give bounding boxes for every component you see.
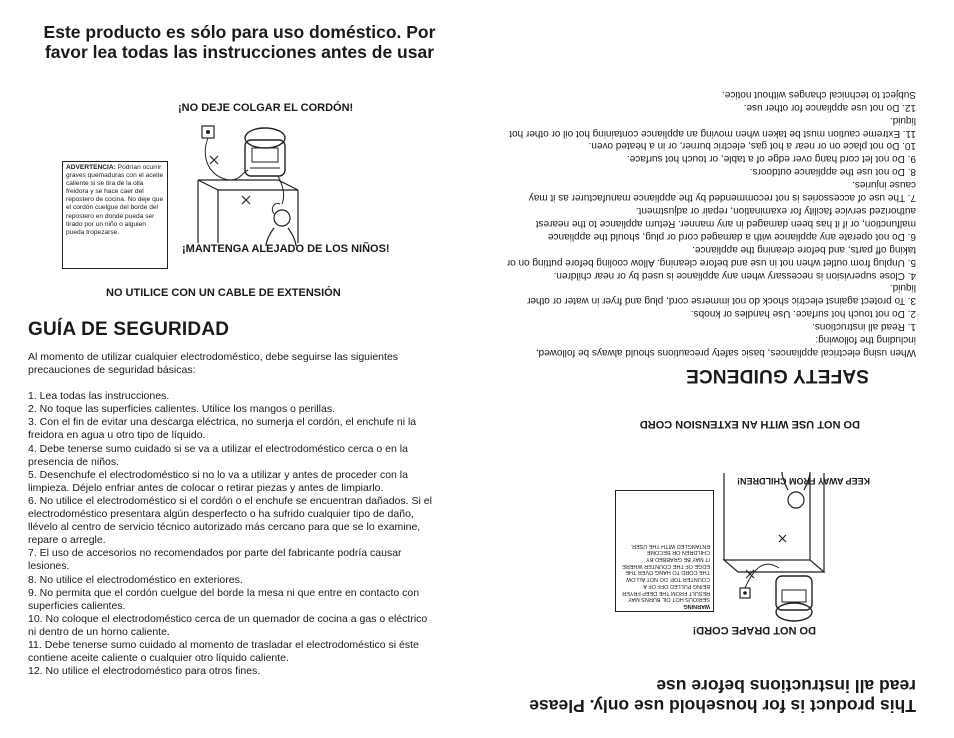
- instruction-item: 11. Debe tenerse sumo cuidado al momento de trasladar el electrodoméstico si éste contiene aceite caliente o cualquier otro líquido caliente.: [28, 638, 419, 665]
- instruction-item: 4. Close supervision is necessary when any appliance is used by or near children.: [553, 269, 916, 281]
- no-drape-cord-label: DO NOT DRAPE CORD!: [692, 624, 816, 636]
- keep-away-children-label: KEEP AWAY FROM CHILDREN!: [736, 476, 870, 486]
- no-extension-cord-label: DO NOT USE WITH AN EXTENSION CORD: [639, 418, 860, 430]
- english-title: This product is for household use only. Please read all instructions before use: [529, 676, 916, 716]
- instruction-item: 8. Do not use the appliance outdoors.: [749, 166, 916, 178]
- instruction-item: 9. Do not let cord hang over edge of a table, or touch hot surface.: [626, 153, 916, 165]
- warning-label: ADVERTENCIA:: [66, 164, 116, 171]
- instruction-item: 3. Con el fin de evitar una descarga eléctrica, no sumerja el cordón, el enchufe ni la freidora en agua u otro tipo de líquido.: [28, 416, 417, 442]
- fryer-hazard-illustration: [714, 468, 834, 638]
- safety-guide-heading: GUÍA DE SEGURIDAD: [28, 319, 230, 340]
- instruction-item: 6. Do not operate any appliance with a damaged cord or plug, should the appliance malfunction, or if it has been damaged in any manner. Return appliance to the nearest authorized service facility for examination, repair or adjustment.: [535, 205, 916, 242]
- warning-box: [62, 161, 168, 269]
- warning-box: [615, 490, 714, 612]
- instruction-item: 4. Debe tenerse sumo cuidado si se va a utilizar el electrodoméstico cerca o en la presencia de niños.: [28, 442, 408, 468]
- footer-note: Subject to technical changes without notice.: [721, 88, 916, 100]
- warning-label: WARNING: [683, 603, 710, 609]
- warning-text: Podrían ocurrir graves quemaduras con el aceite caliente si se tira de la olla freidora y se hace caer del repostero de cocina. No deje que el cordón cuelgue del borde del repostero en donde pueda ser tirado por un niño o alguien pueda tropezarse.: [66, 164, 164, 236]
- warning-text: SERIOUS HOT OIL BURNS MAY RESULT FROM THE DEEP FRYER BEING PULLED OFF OF A COUNTER TOP. DO NOT ALLOW THE CORD TO HANG OVER THE EDGE OF THE COUNTER WHERE IT MAY BE GRABBED BY CHILDREN OR BECOME ENTANGLED WITH THE USER.: [622, 542, 710, 603]
- no-hang-cord-label: ¡NO DEJE COLGAR EL CORDÓN!: [178, 102, 354, 114]
- spanish-title: Este producto es sólo para uso doméstico. Por favor lea todas las instrucciones antes de usar: [43, 22, 436, 62]
- instruction-item: 10. No coloque el electrodoméstico cerca de un quemador de cocina a gas o eléctrico ni dentro de un horno caliente.: [28, 612, 428, 638]
- safety-instructions: [28, 351, 438, 678]
- instruction-item: 7. El uso de accesorios no recomendados por parte del fabricante podría causar lesiones.: [28, 547, 402, 573]
- instruction-item: 9. No permita que el cordón cuelgue del borde la mesa ni que entre en contacto con superficies calientes.: [28, 586, 420, 612]
- safety-guidance-heading: SAFETY GUIDENCE: [685, 365, 869, 386]
- english-page: [477, 0, 954, 738]
- instruction-item: 12. No utilice el electrodoméstico para otros fines.: [28, 665, 261, 678]
- instruction-item: 1. Read all instructions.: [812, 321, 916, 333]
- intro-paragraph: When using electrical appliances, basic safety precautions should always be followed, including the following:: [535, 334, 916, 358]
- instruction-item: 2. Do not touch hot surface. Use handles or knobs.: [690, 308, 916, 320]
- instruction-item: 2. No toque las superficies calientes. Utilice los mangos o perillas.: [28, 403, 335, 416]
- instruction-item: 12. Do not use appliance for other use.: [743, 101, 916, 113]
- instruction-item: 5. Desenchufe el electrodoméstico si no lo va a utilizar y antes de proceder con la limpieza. Déjelo enfriar antes de colocar o retirar piezas y antes de limpiarlo.: [28, 468, 408, 494]
- no-extension-cord-label: NO UTILICE CON UN CABLE DE EXTENSIÓN: [106, 287, 341, 299]
- instruction-item: 5. Unplug from outlet when not in use and before cleaning. Allow cooling before putting on or taking off parts, and before cleaning the appliance.: [506, 243, 916, 268]
- intro-paragraph: Al momento de utilizar cualquier electrodoméstico, debe seguirse las siguientes precauciones de seguridad básicas:: [28, 351, 399, 377]
- instruction-item: 10. Do not place on or near a hot gas, electric burner, or in a heated oven.: [588, 140, 916, 152]
- instruction-item: 6. No utilice el electrodoméstico si el cordón o el enchufe se encuentran dañados. Si el electrodoméstico presentara algún desperfecto o ha sufrido cualquier tipo de daño, llévelo al centro de servicio técnico autorizado más cercano para que se lo examine, repare o arregle.: [28, 494, 432, 547]
- instruction-item: 1. Lea todas las instrucciones.: [28, 390, 170, 403]
- instruction-item: 7. The use of accessories is not recommended by the appliance manufacturer as it may cause injuries.: [528, 179, 916, 204]
- keep-away-children-label: ¡MANTENGA ALEJADO DE LOS NIÑOS!: [182, 243, 390, 255]
- instruction-item: 8. No utilice el electrodoméstico en exteriores.: [28, 573, 243, 586]
- instruction-item: 11. Extreme caution must be taken when moving an appliance containing hot oil or other hot liquid.: [509, 114, 916, 139]
- fryer-hazard-illustration: [170, 118, 310, 248]
- instruction-item: 3. To protect against electric shock do not immerse cord, plug and fryer in water or other liquid.: [527, 282, 916, 307]
- safety-instructions: [500, 87, 916, 358]
